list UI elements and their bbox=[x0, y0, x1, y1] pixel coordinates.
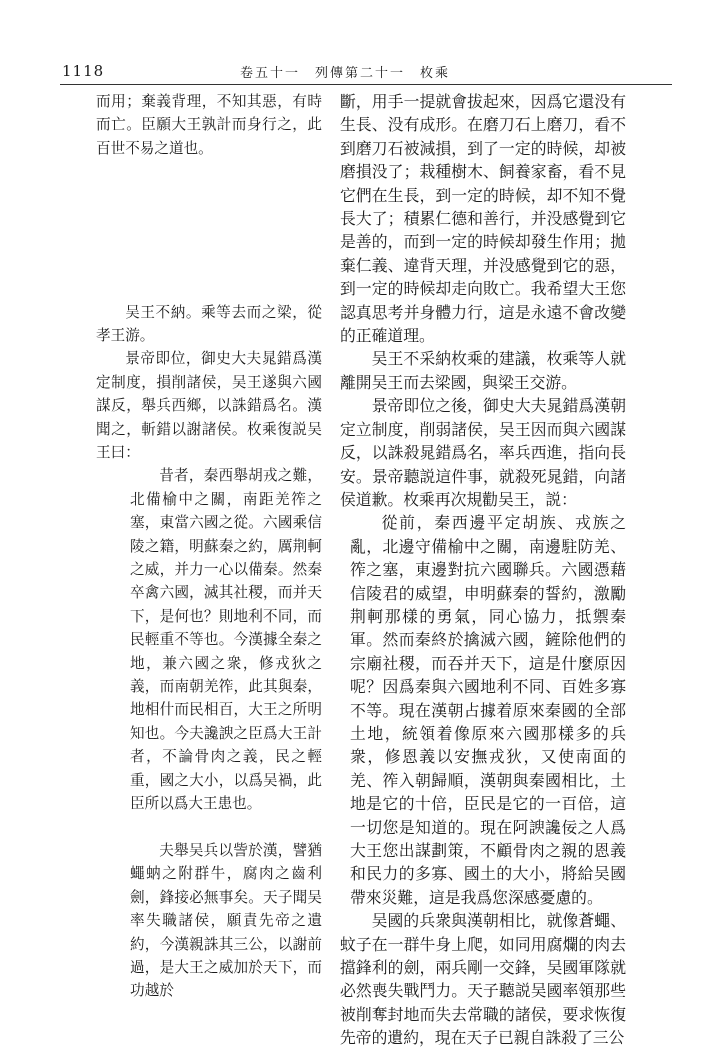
header-rule bbox=[60, 84, 672, 85]
running-head: 卷五十一 列傳第二十一 枚乘 bbox=[240, 66, 451, 81]
page-number: 1118 bbox=[62, 62, 105, 80]
original-quoted-passage: 夫舉吴兵以訾於漢，譬猶蠅蚋之附群牛，腐肉之齒利劍，鋒接必無事矣。天子聞吴率失職諸侯，願責先帝之遺約，今漢親誅其三公，以謝前過，是大王之威加於天下，而功越於 bbox=[130, 841, 322, 1000]
original-text-column bbox=[96, 90, 322, 1003]
page-header bbox=[0, 56, 716, 86]
translation-quoted-passage: 從前，秦西邊平定胡族、戎族之亂，北邊守備榆中之關，南邊駐防羌、筰之塞，東邊對抗六國聯兵。六國憑藉信陵君的威望，申明蘇秦的誓約，激勵荆軻那樣的勇氣，同心協力，抵禦秦軍。然而秦終於擒滅六國，鏟除他們的宗廟社稷，而吞并天下，這是什麼原因呢？因爲秦與六國地利不同、百姓多寡不等。現在漢朝占據着原來秦國的全部土地，統領着像原來六國那樣多的兵衆，修恩義以安撫戎狄，又使南面的羌、筰入朝歸順，漢朝與秦國相比，土地是它的十倍，臣民是它的一百倍，這一切您是知道的。現在阿諛讒佞之人爲大王您出謀劃策，不顧骨肉之親的恩義和民力的多寡、國土的大小，將給吴國帶來災難，這是我爲您深感憂慮的。 bbox=[350, 513, 626, 907]
original-paragraph: 景帝即位，御史大夫晁錯爲漢定制度，損削諸侯，吴王遂與六國謀反，舉兵西鄉，以誅錯爲名。漢聞之，斬錯以謝諸侯。枚乘復説吴王曰： bbox=[96, 350, 322, 461]
translation-paragraph: 景帝即位之後，御史大夫晁錯爲漢朝定立制度，削弱諸侯，吴王因而與六國謀反，以誅殺晁錯爲名，率兵西進，指向長安。景帝聽説這件事，就殺死晁錯，向諸侯道歉。枚乘再次規勸吴王，説： bbox=[340, 396, 626, 509]
original-paragraph: 吴王不納。乘等去而之梁，從孝王游。 bbox=[96, 303, 322, 344]
translation-paragraph: 斷，用手一提就會拔起來，因爲它還没有生長、没有成形。在磨刀石上磨刀，看不到磨刀石被減損，到了一定的時候，却被磨損没了；栽種樹木、飼養家畜，看不見它們在生長，到一定的時候，却不知不覺長大了；積累仁德和善行，并没感覺到它是善的，而到一定的時候却發生作用；拋棄仁義、違背天理，并没感覺到它的惡，到一定的時候却走向敗亡。我希望大王您認真思考并身體力行，這是永遠不會改變的正確道理。 bbox=[340, 92, 626, 346]
translation-paragraph: 吴國的兵衆與漢朝相比，就像蒼蠅、蚊子在一群牛身上爬，如同用腐爛的肉去擋鋒利的劍，兩兵剛一交鋒，吴國軍隊就必然喪失戰鬥力。天子聽説吴國率領那些被削奪封地而失去常職的諸侯，要求恢復先帝的遺約，現在天子已親自誅殺了三公 bbox=[340, 911, 626, 1048]
original-quoted-passage: 昔者，秦西舉胡戎之難，北備榆中之關，南距羌筰之塞，東當六國之從。六國乘信陵之籍，明蘇秦之約，厲荆軻之威，并力一心以備秦。然秦卒禽六國，滅其社稷，而并天下，是何也？則地利不同，而民輕重不等也。今漢據全秦之地，兼六國之衆，修戎狄之義，而南朝羌筰，此其與秦，地相什而民相百，大王之所明知也。今夫讒諛之臣爲大王計者，不論骨肉之義，民之輕重，國之大小，以爲吴禍，此臣所以爲大王患也。 bbox=[130, 467, 322, 813]
translation-paragraph: 吴王不采納枚乘的建議，枚乘等人就離開吴王而去梁國，與梁王交游。 bbox=[340, 349, 626, 392]
translation-column bbox=[340, 90, 626, 1050]
original-paragraph: 而用；棄義背理，不知其惡，有時而亡。臣願大王孰計而身行之，此百世不易之道也。 bbox=[96, 93, 322, 157]
